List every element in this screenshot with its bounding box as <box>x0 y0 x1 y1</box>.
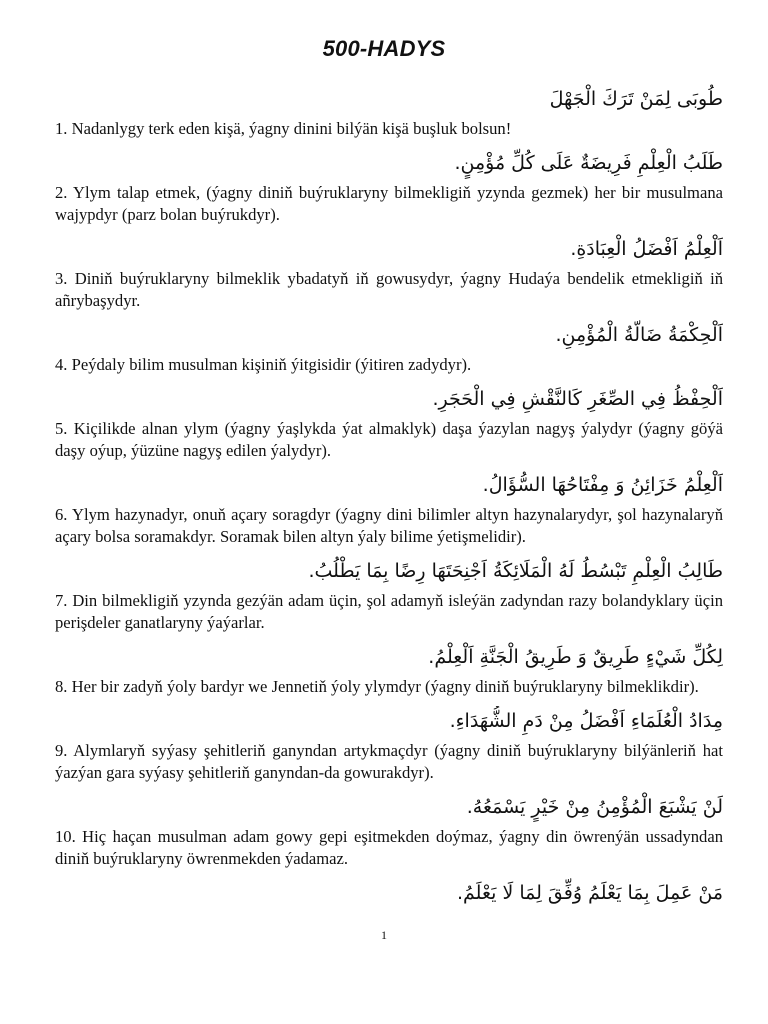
hadith-10-arabic: لَنْ يَشْبَعَ الْمُؤْمِنُ مِنْ خَيْرٍ يَسْمَعُهُ. <box>466 796 723 818</box>
hadith-7-text: 7. Din bilmekligiň yzynda gezýän adam üçin, şol adamyň isleýän zadyndan razy bolandyklary üçin perişdeler ganatlaryny ýaýarlar. <box>55 591 723 632</box>
hadith-7-arabic: طَالِبُ الْعِلْمِ تَبْسُطُ لَهُ الْمَلَائِكَةُ اَجْنِحَتَهَا رِضًا بِمَا يَطْلُبُ. <box>308 560 723 582</box>
hadith-4-text: 4. Peýdaly bilim musulman kişiniň ýitgisidir (ýitiren zadydyr). <box>55 355 472 374</box>
hadith-10-text: 10. Hiç haçan musulman adam gowy gepi eşitmekden doýmaz, ýagny din öwrenýän ussadyndan diniň buýruklaryny öwrenmekden ýadamaz. <box>55 827 723 868</box>
page-title: 500-HADYS <box>322 36 446 61</box>
hadith-4-arabic: اَلْحِكْمَةُ ضَالَّةُ الْمُؤْمِنِ. <box>555 324 723 346</box>
hadith-2-text: 2. Ylym talap etmek, (ýagny diniň buýruklaryny bilmekligiň yzynda gezmek) her bir musulmana wajypdyr (parz bolan buýrukdyr). <box>55 183 723 224</box>
hadith-9-text: 9. Alymlaryň syýasy şehitleriň ganyndan artykmaçdyr (ýagny diniň buýruklaryny bilýänleriň hat ýazýan gara syýasy şehitleriň ganyndan-da gowurakdyr). <box>55 741 723 782</box>
hadith-3-arabic: اَلْعِلْمُ اَفْضَلُ الْعِبَادَةِ. <box>570 238 723 260</box>
hadith-6-arabic: اَلْعِلْمُ خَزَائِنُ وَ مِفْتَاحُهَا السُّؤَالُ. <box>482 474 723 496</box>
hadith-11-arabic: مَنْ عَمِلَ بِمَا يَعْلَمُ وُفِّقَ لِمَا لَا يَعْلَمُ. <box>456 882 723 904</box>
hadith-9-arabic: مِدَادُ الْعُلَمَاءِ اَفْضَلُ مِنْ دَمِ الشُّهَدَاءِ. <box>449 710 723 732</box>
hadith-8-text: 8. Her bir zadyň ýoly bardyr we Jennetiň ýoly ylymdyr (ýagny diniň buýruklaryny bilmeklikdir). <box>55 677 699 696</box>
page-number: 1 <box>381 928 387 942</box>
hadith-1-arabic: طُوبَى لِمَنْ تَرَكَ الْجَهْلَ <box>549 88 723 110</box>
hadith-1-text: 1. Nadanlygy terk eden kişä, ýagny dinini bilýän kişä buşluk bolsun! <box>55 119 512 138</box>
hadith-6-text: 6. Ylym hazynadyr, onuň açary soragdyr (ýagny dini bilimler altyn hazynalarydyr, şol hazynalaryň açary bolsa soramakdyr. Soramak bilen altyn ýaly bilime ýetişmelidir). <box>55 505 723 546</box>
hadith-8-arabic: لِكُلِّ شَيْءٍ طَرِيقٌ وَ طَرِيقُ الْجَنَّةِ اَلْعِلْمُ. <box>428 646 723 668</box>
hadith-5-text: 5. Kiçilikde alnan ylym (ýagny ýaşlykda ýat almaklyk) daşa ýazylan nagyş ýalydyr (ýagny göýä daşy oýup, ýüzüne nagyş edilen ýalydyr). <box>55 419 723 460</box>
hadith-list <box>55 82 723 912</box>
hadith-2-arabic: طَلَبُ الْعِلْمِ فَرِيضَةٌ عَلَى كُلِّ مُؤْمِنٍ. <box>454 152 723 174</box>
hadith-5-arabic: اَلْحِفْظُ فِي الصِّغَرِ كَالنَّقْشِ فِي الْحَجَرِ. <box>432 388 723 410</box>
hadith-3-text: 3. Diniň buýruklaryny bilmeklik ybadatyň iň gowusydyr, ýagny Hudaýa bendelik etmekligiň iň añrybaşydyr. <box>55 269 723 310</box>
